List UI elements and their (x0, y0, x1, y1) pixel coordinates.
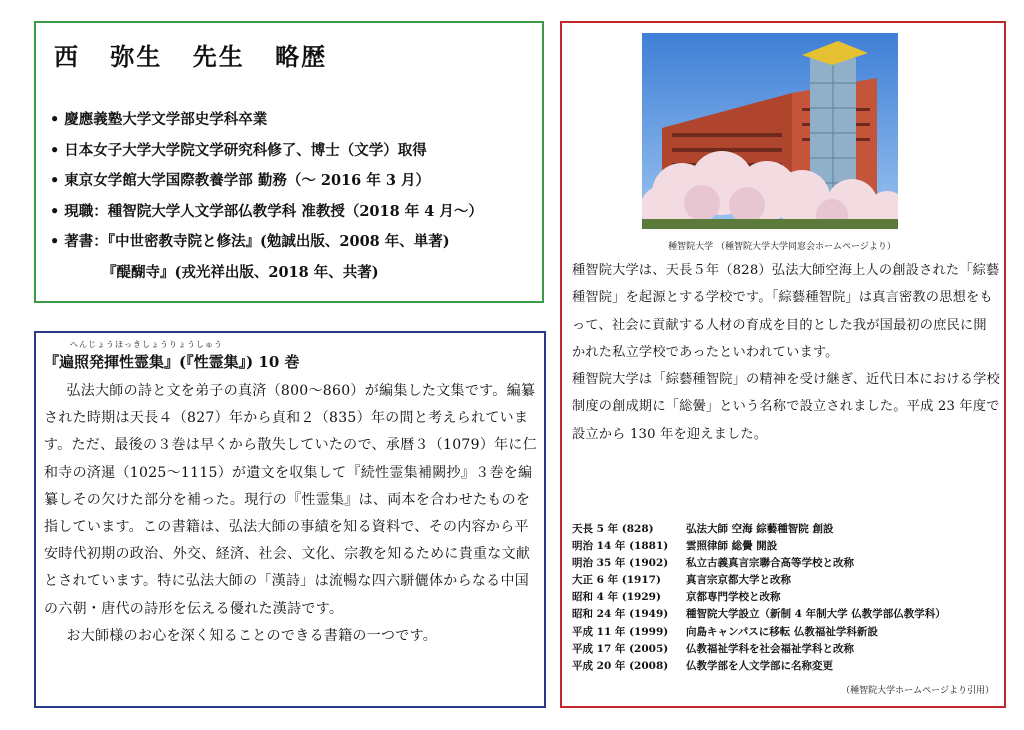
timeline-date: 大正 6 年 (1917) (572, 574, 661, 587)
book-paragraph: お大師様のお心を深く知ることのできる書籍の一つです。 (66, 627, 438, 644)
book-description (44, 378, 540, 650)
timeline-date: 天長 5 年 (828) (572, 523, 654, 535)
timeline-row (572, 606, 946, 623)
timeline-row (572, 589, 946, 606)
profile-panel (34, 21, 544, 303)
university-paragraph: 種智院大学は「綜藝種智院」の精神を受け継ぎ、近代日本における学校制度の創成期に「総黌」という名称で設立されました。平成 23 年度で設立から 130 年を迎えました。 (572, 372, 1000, 442)
book-paragraph: 弘法大師の詩と文を弟子の真済（800～860）が編集した文集です。編纂された時期は天長４（827）年から貞和２（835）年の間と考えられています。ただ、最後の３巻は早くから散失していたので、承暦３（1079）年に仁和寺の済暹（1025～1115）が遺文を収集して『続性霊集補闕抄』３巻を編纂しその欠けた部分を補った。現行の『性霊集』は、両本を合わせたものを指しています。この書籍は、弘法大師の事績を知る資料で、その内容から平安時代初期の政治、外交、経済、社会、文化、宗教を知るために貴重な文献とされています。特に弘法大師の「漢詩」は流暢な四六駢儷体からなる中国の六朝・唐代の詩形を伝える優れた漢詩です。 (44, 383, 538, 617)
book-panel (34, 331, 546, 708)
timeline-date: 昭和 24 年 (1949) (572, 608, 669, 621)
timeline-date: 明治 14 年 (1881) (572, 540, 669, 553)
timeline-date: 平成 17 年 (2005) (572, 642, 669, 655)
photo-caption: 種智院大学 （種智院大学大学同窓会ホームページより） (668, 242, 896, 252)
career-item: • 著書：『中世密教寺院と修法』(勉誠出版、2008 年、単著) (50, 227, 483, 258)
timeline-event: 京都専門学校と改称 (686, 591, 781, 604)
timeline-event: 雲照律師 総黌 開設 (686, 540, 778, 553)
history-timeline (572, 521, 946, 675)
book-title: 『遍照発揮性霊集』(『性霊集』) 10 巻 (44, 353, 300, 371)
timeline-date: 平成 11 年 (1999) (572, 625, 669, 638)
profile-title (54, 37, 347, 72)
title-biography: 略歴 (275, 42, 328, 71)
timeline-event: 仏教学部を人文学部に名称変更 (686, 659, 833, 672)
timeline-row (572, 572, 946, 589)
timeline-event: 仏教福祉学科を社会福祉学科と改称 (686, 642, 854, 655)
timeline-date: 昭和 4 年 (1929) (572, 591, 661, 604)
timeline-date: 明治 35 年 (1902) (572, 557, 669, 570)
book-title-furigana: へんじょうほっきしょうりょうしゅう (70, 340, 223, 349)
university-description (572, 257, 1000, 448)
timeline-row (572, 555, 946, 572)
title-honorific: 先生 (192, 42, 245, 71)
career-item: • 日本女子大学大学院文学研究科修了、博士（文学）取得 (50, 136, 483, 167)
timeline-row (572, 658, 946, 675)
timeline-date: 平成 20 年 (2008) (572, 659, 669, 672)
timeline-row (572, 624, 946, 641)
timeline-event: 私立古義真言宗聯合高等学校と改称 (686, 557, 854, 570)
timeline-event: 弘法大師 空海 綜藝種智院 創設 (686, 523, 834, 535)
timeline-row (572, 641, 946, 658)
university-panel (560, 21, 1006, 708)
career-item: • 慶應義塾大学文学部史学科卒業 (50, 105, 483, 136)
university-photo (642, 33, 898, 229)
title-surname: 西 (54, 42, 80, 71)
university-paragraph: 種智院大学は、天長５年（828）弘法大師空海上人の創設された「綜藝種智院」を起源とする学校です。「綜藝種智院」は真言密教の思想をもって、社会に貢献する人材の育成を目的とした我が国最初の庶民に開かれた私立学校であったといわれています。 (572, 263, 1000, 360)
career-item: • 東京女学館大学国際教養学部 勤務（～ 2016 年 3 月） (50, 166, 483, 197)
timeline-row (572, 538, 946, 555)
career-list (50, 105, 483, 288)
career-item-continued: 『醍醐寺』(戎光祥出版、2018 年、共著) (102, 263, 379, 281)
building-image (642, 33, 898, 229)
timeline-row (572, 521, 946, 538)
timeline-event: 向島キャンパスに移転 仏教福祉学科新設 (686, 625, 878, 638)
career-item: • 現職：種智院大学人文学部仏教学科 准教授（2018 年 4 月～） (50, 197, 483, 228)
title-given-name: 弥生 (110, 42, 163, 71)
timeline-event: 種智院大学設立（新制 4 年制大学 仏教学部仏教学科） (686, 608, 946, 621)
book-title-block (44, 339, 300, 372)
timeline-event: 真言宗京都大学と改称 (686, 574, 791, 587)
source-note: （種智院大学ホームページより引用） (841, 686, 994, 696)
